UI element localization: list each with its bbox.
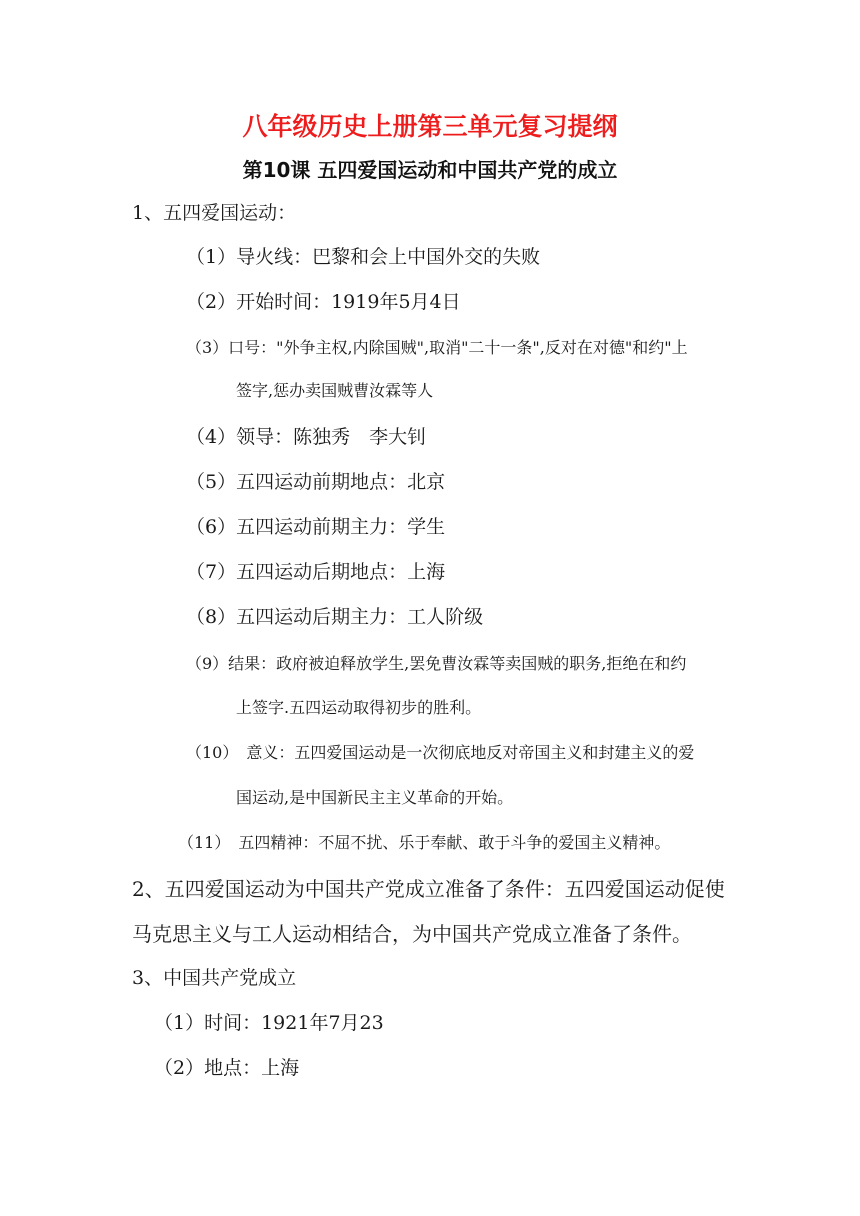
list-item-continuation: 签字,惩办卖国贼曹汝霖等人 — [236, 381, 434, 400]
list-item: （5）五四运动前期地点：北京 — [186, 471, 446, 493]
section-heading-1: 1、五四爱国运动： — [132, 202, 297, 224]
list-item: （2）开始时间：1919年5月4日 — [186, 291, 461, 313]
list-item: （7）五四运动后期地点：上海 — [186, 561, 446, 583]
document-title: 八年级历史上册第三单元复习提纲 — [242, 112, 618, 141]
list-item: （6）五四运动前期主力：学生 — [186, 516, 446, 538]
paragraph-2-line-2: 马克思主义与工人运动相结合，为中国共产党成立准备了条件。 — [132, 922, 692, 946]
list-item-continuation: 上签字.五四运动取得初步的胜利。 — [236, 698, 482, 717]
lesson-title: 第10课 五四爱国运动和中国共产党的成立 — [242, 158, 618, 182]
list-item: （11） 五四精神：不屈不扰、乐于奉献、敢于斗争的爱国主义精神。 — [178, 833, 671, 852]
list-item: （9）结果：政府被迫释放学生,罢免曹汝霖等卖国贼的职务,拒绝在和约 — [186, 654, 687, 673]
list-item: （4）领导：陈独秀 李大钊 — [186, 426, 427, 448]
list-item: （8）五四运动后期主力：工人阶级 — [186, 606, 484, 628]
section-heading-3: 3、中国共产党成立 — [132, 967, 297, 989]
list-item: （2）地点：上海 — [154, 1057, 300, 1079]
paragraph-2-line-1: 2、五四爱国运动为中国共产党成立准备了条件：五四爱国运动促使 — [132, 877, 725, 901]
list-item-continuation: 国运动,是中国新民主主义革命的开始。 — [236, 788, 514, 807]
list-item: （1）时间：1921年7月23 — [154, 1012, 384, 1034]
list-item: （10） 意义：五四爱国运动是一次彻底地反对帝国主义和封建主义的爱 — [186, 743, 695, 762]
list-item: （1）导火线：巴黎和会上中国外交的失败 — [186, 246, 541, 268]
list-item: （3）口号："外争主权,内除国贼",取消"二十一条",反对在对德"和约"上 — [186, 338, 688, 357]
